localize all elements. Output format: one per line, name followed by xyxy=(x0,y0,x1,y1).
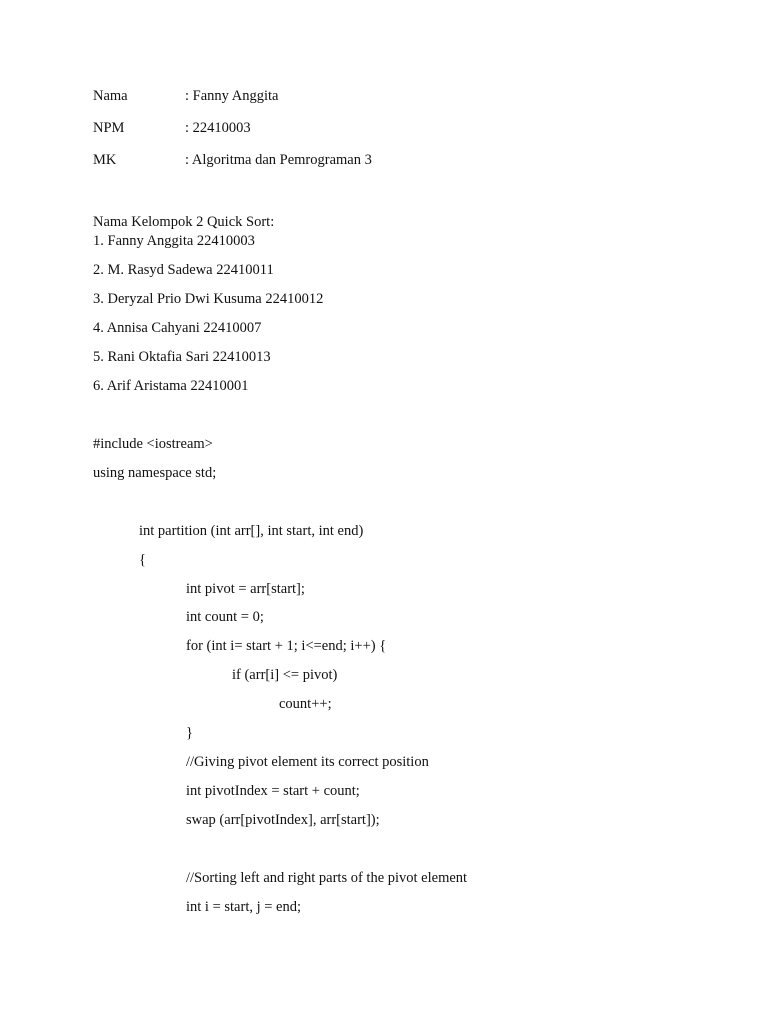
code-comment: //Giving pivot element its correct position xyxy=(186,754,429,770)
code-line: if (arr[i] <= pivot) xyxy=(232,667,338,683)
code-line: swap (arr[pivotIndex], arr[start]); xyxy=(186,812,380,828)
code-line: int i = start, j = end; xyxy=(186,899,302,915)
code-line: int pivotIndex = start + count; xyxy=(186,783,360,799)
group-title: Nama Kelompok 2 Quick Sort: xyxy=(93,214,275,230)
code-line: #include <iostream> xyxy=(93,436,213,452)
course-label: MK xyxy=(93,152,117,168)
group-member: 4. Annisa Cahyani 22410007 xyxy=(93,320,262,336)
name-label: Nama xyxy=(93,88,128,104)
npm-label: NPM xyxy=(93,120,125,136)
group-member: 5. Rani Oktafia Sari 22410013 xyxy=(93,349,271,365)
code-comment: //Sorting left and right parts of the pivot element xyxy=(186,870,468,886)
code-line: int pivot = arr[start]; xyxy=(186,581,305,597)
code-line: int count = 0; xyxy=(186,609,264,625)
group-member: 6. Arif Aristama 22410001 xyxy=(93,378,249,394)
npm-value: : 22410003 xyxy=(185,120,251,136)
code-line: for (int i= start + 1; i<=end; i++) { xyxy=(186,638,387,654)
code-line: using namespace std; xyxy=(93,465,217,481)
group-member: 1. Fanny Anggita 22410003 xyxy=(93,233,255,249)
code-line: } xyxy=(186,725,193,741)
code-line: { xyxy=(139,552,146,568)
course-value: : Algoritma dan Pemrograman 3 xyxy=(185,152,372,168)
code-line: count++; xyxy=(279,696,332,712)
code-line: int partition (int arr[], int start, int end) xyxy=(139,523,364,539)
name-value: : Fanny Anggita xyxy=(185,88,279,104)
group-member: 2. M. Rasyd Sadewa 22410011 xyxy=(93,262,274,278)
group-member: 3. Deryzal Prio Dwi Kusuma 22410012 xyxy=(93,291,324,307)
